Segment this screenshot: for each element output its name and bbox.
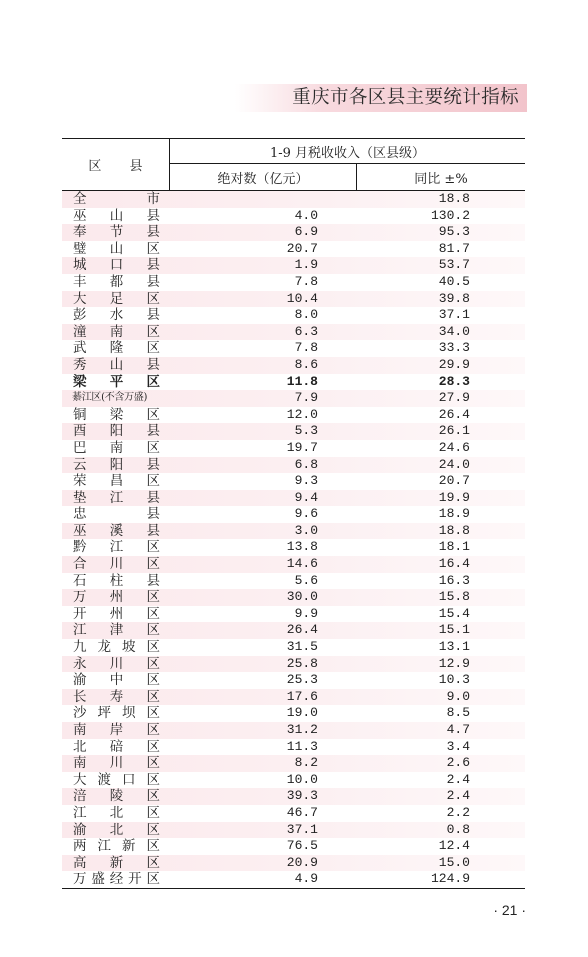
table-row xyxy=(62,822,525,839)
tax-revenue-cell: 26.4 xyxy=(286,622,318,638)
yoy-change-cell: 40.5 xyxy=(438,273,470,289)
region-name-cell: 綦江区(不含万盛) xyxy=(72,392,148,404)
table-row xyxy=(62,689,525,706)
table-row xyxy=(62,573,525,590)
region-name-cell: 丰 都 县 xyxy=(73,273,160,290)
tax-revenue-cell: 9.6 xyxy=(294,506,318,522)
region-name-cell: 垫 江 县 xyxy=(73,489,160,506)
table-row xyxy=(62,291,525,308)
yoy-change-cell: 3.4 xyxy=(446,738,470,754)
tax-revenue-cell: 12.0 xyxy=(286,406,318,422)
tax-revenue-cell: 30.0 xyxy=(286,589,318,605)
region-name-cell: 合 川 区 xyxy=(73,556,160,573)
region-name-cell: 南 川 区 xyxy=(73,755,160,772)
yoy-change-cell: 15.1 xyxy=(438,622,470,638)
region-name-cell: 万盛经开区 xyxy=(73,871,160,888)
tax-revenue-cell: 19.0 xyxy=(286,705,318,721)
region-name-cell: 长 寿 区 xyxy=(73,688,160,705)
table-row xyxy=(62,722,525,739)
yoy-change-cell: 95.3 xyxy=(438,224,470,240)
tax-revenue-cell: 11.3 xyxy=(286,738,318,754)
table-row xyxy=(62,423,525,440)
tax-revenue-cell: 7.9 xyxy=(294,390,318,406)
table-row xyxy=(62,307,525,324)
tax-revenue-cell: 5.3 xyxy=(294,423,318,439)
yoy-change-cell: 24.0 xyxy=(438,456,470,472)
table-row xyxy=(62,589,525,606)
table-row xyxy=(62,539,525,556)
region-name-cell: 城 口 县 xyxy=(73,257,160,274)
table-row xyxy=(62,672,525,689)
region-name-cell: 渝 中 区 xyxy=(73,672,160,689)
yoy-change-cell: 0.8 xyxy=(446,821,470,837)
tax-revenue-cell: 3.0 xyxy=(294,522,318,538)
table-row xyxy=(62,606,525,623)
region-name-cell: 江 津 区 xyxy=(73,622,160,639)
region-name-cell: 荣 昌 区 xyxy=(73,473,160,490)
yoy-change-cell: 2.2 xyxy=(446,804,470,820)
table-row xyxy=(62,274,525,291)
table-row xyxy=(62,705,525,722)
tax-revenue-cell: 9.9 xyxy=(294,605,318,621)
yoy-change-cell: 16.3 xyxy=(438,572,470,588)
table-header xyxy=(62,139,525,191)
region-name-cell: 两 江 新 区 xyxy=(73,838,160,855)
tax-revenue-cell: 11.8 xyxy=(286,373,318,389)
region-name-cell: 渝 北 区 xyxy=(73,821,160,838)
table-row xyxy=(62,224,525,241)
table-row xyxy=(62,871,525,888)
yoy-change-cell: 27.9 xyxy=(438,390,470,406)
region-name-cell: 石 柱 县 xyxy=(73,572,160,589)
yoy-change-cell: 4.7 xyxy=(446,722,470,737)
region-name-cell: 彭 水 县 xyxy=(73,307,160,324)
region-name-cell: 铜 梁 区 xyxy=(73,406,160,423)
tax-revenue-cell: 10.0 xyxy=(286,771,318,787)
region-name-cell: 巴 南 区 xyxy=(73,439,160,456)
table-row xyxy=(62,490,525,507)
tax-revenue-cell: 9.3 xyxy=(294,473,318,489)
table-row xyxy=(62,191,525,208)
tax-revenue-cell: 31.2 xyxy=(286,722,318,737)
tax-revenue-cell: 1.9 xyxy=(294,257,318,273)
region-name-cell: 巫 山 县 xyxy=(73,207,160,224)
table-row xyxy=(62,407,525,424)
table-row xyxy=(62,340,525,357)
region-name-cell: 奉 节 县 xyxy=(73,224,160,241)
region-name-cell: 大 渡 口 区 xyxy=(73,771,160,788)
yoy-change-cell: 28.3 xyxy=(438,373,470,389)
tax-revenue-cell: 6.9 xyxy=(294,224,318,240)
table-row xyxy=(62,855,525,872)
yoy-change-cell: 18.8 xyxy=(438,191,470,206)
tax-revenue-cell: 31.5 xyxy=(286,639,318,655)
region-name-cell: 秀 山 县 xyxy=(73,356,160,373)
table-row xyxy=(62,739,525,756)
yoy-change-cell: 24.6 xyxy=(438,439,470,455)
region-name-cell: 北 碚 区 xyxy=(73,738,160,755)
yoy-change-cell: 18.9 xyxy=(438,506,470,522)
tax-revenue-cell: 8.6 xyxy=(294,356,318,372)
tax-revenue-cell: 4.0 xyxy=(294,207,318,223)
table-row xyxy=(62,755,525,772)
tax-revenue-cell: 7.8 xyxy=(294,340,318,356)
region-name-cell: 酉 阳 县 xyxy=(73,423,160,440)
tax-revenue-cell: 9.4 xyxy=(294,489,318,505)
tax-revenue-cell: 37.1 xyxy=(286,821,318,837)
tax-revenue-cell: 14.6 xyxy=(286,556,318,572)
region-name-cell: 全 市 xyxy=(73,191,160,207)
tax-revenue-cell xyxy=(170,191,357,208)
table-row xyxy=(62,473,525,490)
region-name-cell: 巫 溪 县 xyxy=(73,522,160,539)
yoy-change-cell: 37.1 xyxy=(438,307,470,323)
yoy-change-cell: 19.9 xyxy=(438,489,470,505)
yoy-change-cell: 2.4 xyxy=(446,771,470,787)
yoy-change-cell: 124.9 xyxy=(430,871,470,887)
yoy-change-cell: 10.3 xyxy=(438,672,470,688)
table-row xyxy=(62,357,525,374)
region-name-cell: 南 岸 区 xyxy=(73,722,160,738)
yoy-change-cell: 20.7 xyxy=(438,473,470,489)
column-header-yoy-change: 同比 ±% xyxy=(414,171,468,187)
tax-revenue-cell: 25.3 xyxy=(286,672,318,688)
tax-revenue-cell: 39.3 xyxy=(286,788,318,804)
table-row xyxy=(62,506,525,523)
region-name-cell: 梁 平 区 xyxy=(73,373,160,390)
tax-revenue-cell: 20.7 xyxy=(286,240,318,256)
region-name-cell: 开 州 区 xyxy=(73,605,160,622)
region-name-cell: 大 足 区 xyxy=(73,290,160,307)
tax-revenue-cell: 76.5 xyxy=(286,838,318,854)
region-name-cell: 高 新 区 xyxy=(73,854,160,871)
table-row xyxy=(62,241,525,258)
column-header-region: 区 县 xyxy=(62,139,170,190)
tax-revenue-cell: 46.7 xyxy=(286,804,318,820)
table-row xyxy=(62,390,525,407)
region-name-cell: 沙 坪 坝 区 xyxy=(73,705,160,722)
tax-revenue-cell: 17.6 xyxy=(286,688,318,704)
yoy-change-cell: 39.8 xyxy=(438,290,470,306)
yoy-change-cell: 34.0 xyxy=(438,323,470,339)
table-row xyxy=(62,622,525,639)
title-band xyxy=(235,84,527,112)
tax-revenue-cell: 20.9 xyxy=(286,854,318,870)
table-row xyxy=(62,208,525,225)
yoy-change-cell: 9.0 xyxy=(446,688,470,704)
page-number: · 21 · xyxy=(493,902,526,918)
table-row xyxy=(62,805,525,822)
tax-revenue-cell: 5.6 xyxy=(294,572,318,588)
column-header-absolute-value: 绝对数（亿元） xyxy=(170,164,357,190)
tax-revenue-cell: 25.8 xyxy=(286,655,318,671)
column-group-header-tax-revenue: 1-9 月税收收入（区县级） xyxy=(170,139,525,164)
yoy-change-cell: 53.7 xyxy=(438,257,470,273)
region-name-cell: 黔 江 区 xyxy=(73,539,160,556)
yoy-change-cell: 26.4 xyxy=(438,406,470,422)
table-row xyxy=(62,556,525,573)
region-name-cell: 武 隆 区 xyxy=(73,340,160,357)
table-row xyxy=(62,374,525,391)
tax-revenue-cell: 4.9 xyxy=(294,871,318,887)
yoy-change-cell: 18.8 xyxy=(438,522,470,538)
table-row xyxy=(62,440,525,457)
region-name-cell: 潼 南 区 xyxy=(73,323,160,340)
yoy-change-cell: 15.8 xyxy=(438,589,470,605)
yoy-change-cell: 26.1 xyxy=(438,423,470,439)
table-row xyxy=(62,257,525,274)
table-row xyxy=(62,324,525,341)
tax-revenue-cell: 6.8 xyxy=(294,456,318,472)
tax-revenue-cell: 8.2 xyxy=(294,755,318,771)
tax-revenue-cell: 6.3 xyxy=(294,323,318,339)
yoy-change-cell: 2.6 xyxy=(446,755,470,771)
yoy-change-cell: 18.1 xyxy=(438,539,470,555)
table-row xyxy=(62,772,525,789)
region-name-cell: 璧 山 区 xyxy=(73,240,160,257)
yoy-change-cell: 16.4 xyxy=(438,556,470,572)
table-body xyxy=(62,191,525,889)
region-name-cell: 涪 陵 区 xyxy=(73,788,160,805)
table-row xyxy=(62,656,525,673)
table-row xyxy=(62,523,525,540)
stats-table xyxy=(62,138,525,889)
tax-revenue-cell: 10.4 xyxy=(286,290,318,306)
table-row xyxy=(62,457,525,474)
yoy-change-cell: 2.4 xyxy=(446,788,470,804)
region-name-cell: 万 州 区 xyxy=(73,589,160,606)
tax-revenue-cell: 13.8 xyxy=(286,539,318,555)
tax-revenue-cell: 19.7 xyxy=(286,439,318,455)
yoy-change-cell: 12.9 xyxy=(438,655,470,671)
yoy-change-cell: 15.0 xyxy=(438,854,470,870)
tax-revenue-cell: 7.8 xyxy=(294,273,318,289)
tax-revenue-cell: 8.0 xyxy=(294,307,318,323)
yoy-change-cell: 130.2 xyxy=(430,207,470,223)
yoy-change-cell: 8.5 xyxy=(446,705,470,721)
page-title: 重庆市各区县主要统计指标 xyxy=(292,87,519,108)
table-row xyxy=(62,838,525,855)
yoy-change-cell: 33.3 xyxy=(438,340,470,356)
yoy-change-cell: 81.7 xyxy=(438,240,470,256)
table-row xyxy=(62,639,525,656)
region-name-cell: 永 川 区 xyxy=(73,655,160,672)
region-name-cell: 九 龙 坡 区 xyxy=(73,639,160,656)
region-name-cell: 忠 县 xyxy=(73,506,160,523)
table-row xyxy=(62,788,525,805)
yoy-change-cell: 13.1 xyxy=(438,639,470,655)
region-name-cell: 江 北 区 xyxy=(73,804,160,821)
yoy-change-cell: 12.4 xyxy=(438,838,470,854)
yoy-change-cell: 15.4 xyxy=(438,605,470,621)
region-name-cell: 云 阳 县 xyxy=(73,456,160,473)
yoy-change-cell: 29.9 xyxy=(438,356,470,372)
